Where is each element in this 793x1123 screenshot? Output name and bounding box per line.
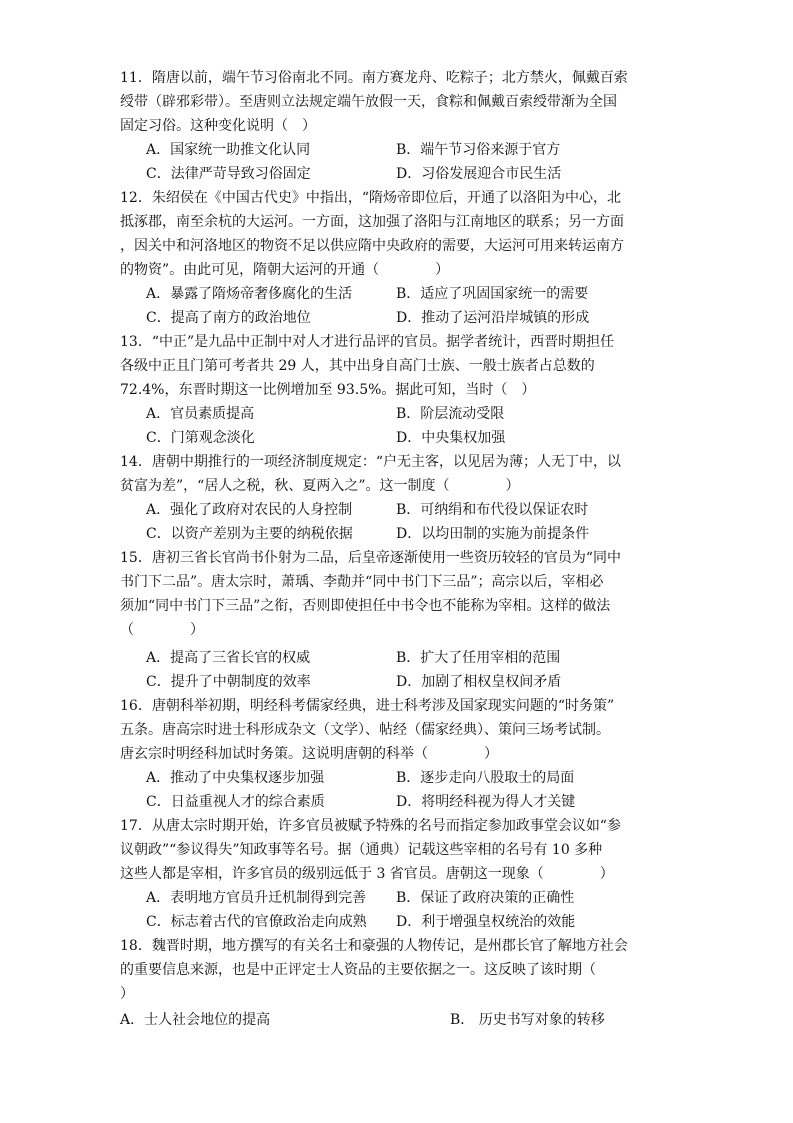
question-14-line-2: 贫富为差”，“居人之税，秋、夏两入之”。这一制度（ ） — [120, 478, 520, 494]
question-12-line-4: 的物资”。由此可见，隋朝大运河的开通（ ） — [120, 262, 450, 278]
question-15-line-1: 15．唐初三省长官尚书仆射为二品，后皇帝逐渐使用一些资历较轻的官员为“同中 — [120, 550, 621, 566]
question-16-line-1: 16．唐朝科举初期，明经科考儒家经典，进士科考涉及国家现实问题的“时务策” — [120, 698, 615, 714]
question-11-option-c: C．法律严苛导致习俗固定 — [146, 166, 311, 182]
question-11-line-3: 固定习俗。这种变化说明（ ） — [120, 118, 316, 134]
question-14-option-a: A．强化了政府对农民的人身控制 — [146, 502, 353, 518]
question-13-option-a: A．官员素质提高 — [146, 406, 255, 422]
question-15-line-2: 书门下二品”。唐太宗时，萧瑀、李勣并“同中书门下三品”；高宗以后，宰相必 — [120, 574, 604, 590]
question-14-option-c: C．以资产差别为主要的纳税依据 — [146, 526, 353, 542]
question-18-option-a: A．士人社会地位的提高 — [120, 1012, 271, 1028]
question-11-line-2: 绶带（辟邪彩带）。至唐则立法规定端午放假一天，食粽和佩戴百索绶带渐为全国 — [120, 94, 617, 110]
question-14-line-1: 14．唐朝中期推行的一项经济制度规定：“户无主客，以见居为薄；人无丁中，以 — [120, 454, 621, 470]
question-12-option-c: C．提高了南方的政治地位 — [146, 310, 311, 326]
question-12-line-1: 12．朱绍侯在《中国古代史》中指出，“隋炀帝即位后，开通了以洛阳为中心，北 — [120, 190, 621, 206]
question-13-option-c: C．门第观念淡化 — [146, 430, 255, 446]
question-17-option-b: B．保证了政府决策的正确性 — [396, 890, 575, 906]
question-14-option-b: B．可纳绢和布代役以保证农时 — [396, 502, 589, 518]
question-17-line-1: 17．从唐太宗时期开始，许多官员被赋予特殊的名号而指定参加政事堂会议如“参 — [120, 818, 621, 834]
question-16-line-2: 五条。唐高宗时进士科形成杂文（文学）、帖经（儒家经典）、策问三场考试制。 — [120, 722, 610, 738]
question-12-option-d: D．推动了运河沿岸城镇的形成 — [396, 310, 590, 326]
question-17-line-2: 议朝政”“参议得失”知政事等名号。据（通典）记载这些宰相的名号有 10 多种 — [120, 842, 603, 858]
question-15-option-d: D．加剧了相权皇权间矛盾 — [396, 674, 562, 690]
question-13-line-1: 13．“中正”是九品中正制中对人才进行品评的官员。据学者统计，西晋时期担任 — [120, 334, 615, 350]
question-13-option-b: B．阶层流动受限 — [396, 406, 505, 422]
question-11-option-b: B．端午节习俗来源于官方 — [396, 142, 561, 158]
question-15-line-4: （ ） — [120, 622, 204, 638]
question-12-line-3: ，因关中和河洛地区的物资不足以供应隋中央政府的需要，大运河可用来转运南方 — [120, 238, 624, 254]
question-14-option-d: D．以均田制的实施为前提条件 — [396, 526, 590, 542]
question-12-option-b: B．适应了巩固国家统一的需要 — [396, 286, 589, 302]
question-12-option-a: A．暴露了隋炀帝奢侈腐化的生活 — [146, 286, 353, 302]
question-15-option-c: C．提升了中朝制度的效率 — [146, 674, 311, 690]
question-11-option-d: D．习俗发展迎合市民生活 — [396, 166, 562, 182]
question-17-option-a: A．表明地方官员升迁机制得到完善 — [146, 890, 367, 906]
question-11-option-a: A．国家统一助推文化认同 — [146, 142, 311, 158]
question-15-option-b: B．扩大了任用宰相的范围 — [396, 650, 561, 666]
question-18-line-2: 的重要信息来源，也是中正评定士人资品的主要依据之一。这反映了该时期（ — [120, 962, 596, 978]
question-16-line-3: 唐玄宗时明经科加试时务策。这说明唐朝的科举（ ） — [120, 746, 498, 762]
question-16-option-a: A．推动了中央集权逐步加强 — [146, 770, 325, 786]
question-18-option-b: B． 历史书写对象的转移 — [450, 1012, 605, 1028]
question-17-option-c: C．标志着古代的官僚政治走向成熟 — [146, 914, 367, 930]
question-18-line-3: ） — [120, 986, 134, 1002]
question-15-line-3: 须加“同中书门下三品”之衔，否则即使担任中书令也不能称为宰相。这样的做法 — [120, 598, 611, 614]
question-17-option-d: D．利于增强皇权统治的效能 — [396, 914, 576, 930]
question-15-option-a: A．提高了三省长官的权威 — [146, 650, 311, 666]
question-16-option-d: D．将明经科视为得人才关键 — [396, 794, 576, 810]
question-18-line-1: 18．魏晋时期，地方撰写的有关名士和豪强的人物传记，是州郡长官了解地方社会 — [120, 938, 628, 954]
question-13-option-d: D．中央集权加强 — [396, 430, 506, 446]
question-13-line-2: 各级中正且门第可考者共 29 人，其中出身自高门士族、一般士族者占总数的 — [120, 358, 595, 374]
question-12-line-2: 抵涿郡，南至余杭的大运河。一方面，这加强了洛阳与江南地区的联系；另一方面 — [120, 214, 624, 230]
question-13-line-3: 72.4%，东晋时期这一比例增加至 93.5%。据此可知，当时（ ） — [120, 382, 536, 398]
question-16-option-c: C．日益重视人才的综合素质 — [146, 794, 325, 810]
question-16-option-b: B．逐步走向八股取士的局面 — [396, 770, 575, 786]
question-11-line-1: 11．隋唐以前，端午节习俗南北不同。南方赛龙舟、吃粽子；北方禁火，佩戴百索 — [120, 70, 628, 86]
question-17-line-3: 这些人都是宰相，许多官员的级别远低于 3 省官员。唐朝这一现象（ ） — [120, 866, 614, 882]
